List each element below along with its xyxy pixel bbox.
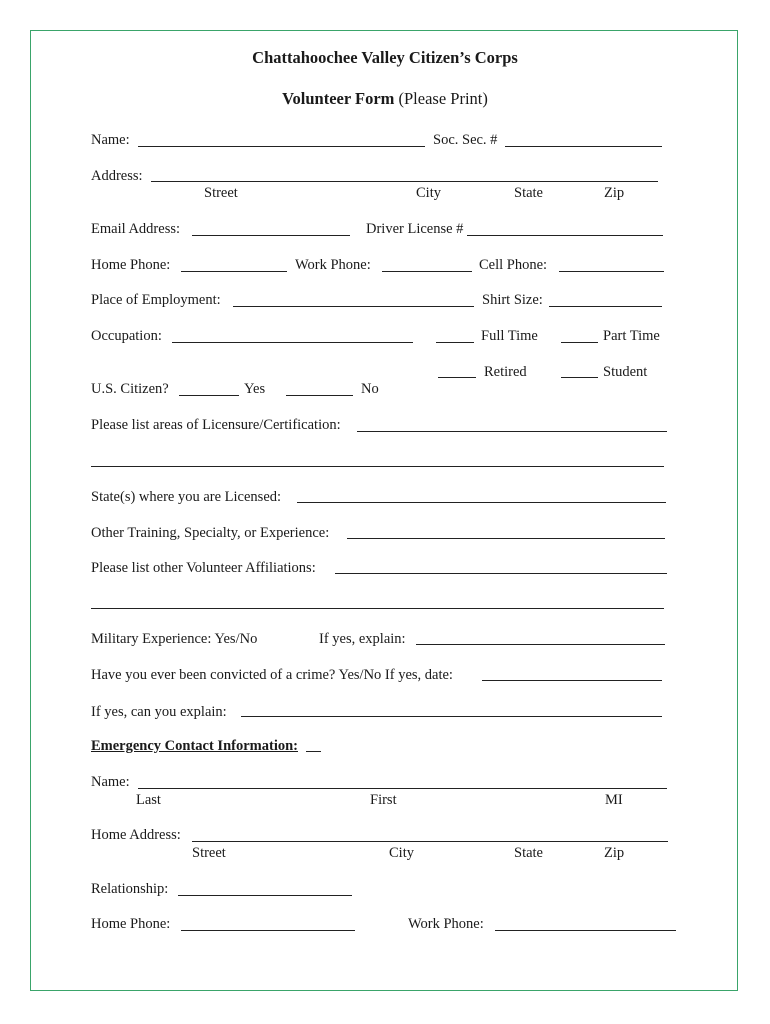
full-time-line [436, 342, 474, 343]
full-time-checkbox[interactable] [436, 328, 474, 342]
home-phone-label: Home Phone: [91, 257, 171, 273]
shirt-size-input[interactable] [549, 292, 662, 306]
licensure-input-2[interactable] [91, 452, 664, 466]
cell-phone-input[interactable] [559, 257, 664, 271]
part-time-checkbox[interactable] [561, 328, 598, 342]
retired-checkbox[interactable] [438, 363, 476, 377]
licensure-line [357, 431, 667, 432]
email-line [192, 235, 350, 236]
emergency-home-phone-line [181, 930, 355, 931]
affiliations-label: Please list other Volunteer Affiliations: [91, 560, 316, 576]
convicted-label: Have you ever been convicted of a crime? Yes/No If yes, date: [91, 667, 453, 683]
name-line [138, 146, 425, 147]
ssn-line [505, 146, 662, 147]
form-title-text: Volunteer Form [282, 89, 395, 108]
address-city-caption: City [416, 185, 441, 201]
citizen-no-label: No [361, 381, 379, 397]
military-label: Military Experience: Yes/No [91, 631, 258, 647]
emergency-zip-caption: Zip [604, 845, 625, 861]
us-citizen-label: U.S. Citizen? [91, 381, 169, 397]
emergency-address-label: Home Address: [91, 827, 181, 843]
part-time-label: Part Time [603, 328, 660, 344]
form-title [0, 91, 770, 108]
emergency-address-input[interactable] [192, 827, 668, 841]
address-state-caption: State [514, 185, 543, 201]
affiliations-input-2[interactable] [91, 594, 664, 608]
affiliations-line-2 [91, 608, 664, 609]
address-street-caption: Street [204, 185, 238, 201]
student-checkbox[interactable] [561, 363, 598, 377]
other-training-label: Other Training, Specialty, or Experience: [91, 525, 330, 541]
citizen-no-line [286, 395, 353, 396]
other-training-line [347, 538, 665, 539]
name-label: Name: [91, 132, 130, 148]
occupation-input[interactable] [172, 328, 413, 342]
ssn-input[interactable] [505, 132, 662, 146]
form-subtitle: (Please Print) [398, 89, 488, 108]
occupation-label: Occupation: [91, 328, 162, 344]
states-licensed-input[interactable] [297, 488, 666, 502]
emergency-work-phone-line [495, 930, 676, 931]
emergency-name-input[interactable] [138, 774, 667, 788]
states-licensed-line [297, 502, 666, 503]
cell-phone-label: Cell Phone: [479, 257, 548, 273]
employment-line [233, 306, 474, 307]
other-training-input[interactable] [347, 524, 665, 538]
email-input[interactable] [192, 221, 350, 235]
ssn-label: Soc. Sec. # [433, 132, 498, 148]
part-time-line [561, 342, 598, 343]
emergency-last-caption: Last [136, 792, 161, 808]
work-phone-label: Work Phone: [295, 257, 371, 273]
emergency-home-phone-input[interactable] [181, 916, 355, 930]
home-phone-input[interactable] [181, 257, 287, 271]
relationship-line [178, 895, 352, 896]
address-zip-caption: Zip [604, 185, 625, 201]
emergency-city-caption: City [389, 845, 414, 861]
student-line [561, 377, 598, 378]
driver-license-input[interactable] [467, 221, 663, 235]
licensure-input[interactable] [357, 417, 667, 431]
work-phone-input[interactable] [382, 257, 472, 271]
citizen-yes-checkbox[interactable] [179, 381, 239, 395]
name-input[interactable] [138, 132, 425, 146]
emergency-street-caption: Street [192, 845, 226, 861]
cell-phone-line [559, 271, 664, 272]
citizen-yes-line [179, 395, 239, 396]
occupation-line [172, 342, 413, 343]
work-phone-line [382, 271, 472, 272]
employment-input[interactable] [233, 292, 474, 306]
shirt-size-line [549, 306, 662, 307]
driver-license-line [467, 235, 663, 236]
employment-label: Place of Employment: [91, 292, 221, 308]
retired-line [438, 377, 476, 378]
states-licensed-label: State(s) where you are Licensed: [91, 489, 282, 505]
emergency-heading-underline [306, 751, 321, 752]
emergency-state-caption: State [514, 845, 543, 861]
shirt-size-label: Shirt Size: [482, 292, 543, 308]
emergency-work-phone-label: Work Phone: [408, 916, 484, 932]
full-time-label: Full Time [481, 328, 538, 344]
driver-license-label: Driver License # [366, 221, 464, 237]
student-label: Student [603, 364, 648, 380]
emergency-address-line [192, 841, 668, 842]
affiliations-input[interactable] [335, 559, 667, 573]
convicted-explain-input[interactable] [241, 702, 662, 716]
address-input[interactable] [151, 167, 658, 181]
emergency-home-phone-label: Home Phone: [91, 916, 171, 932]
relationship-input[interactable] [178, 881, 352, 895]
emergency-mi-caption: MI [605, 792, 623, 808]
org-title: Chattahoochee Valley Citizen’s Corps [252, 48, 518, 67]
licensure-label: Please list areas of Licensure/Certification: [91, 417, 341, 433]
emergency-heading: Emergency Contact Information: [91, 738, 298, 754]
home-phone-line [181, 271, 287, 272]
affiliations-line [335, 573, 667, 574]
emergency-name-label: Name: [91, 774, 130, 790]
convicted-explain-label: If yes, can you explain: [91, 704, 227, 720]
convicted-date-input[interactable] [482, 666, 662, 680]
military-explain-label: If yes, explain: [319, 631, 406, 647]
address-line [151, 181, 658, 182]
retired-label: Retired [484, 364, 527, 380]
relationship-label: Relationship: [91, 881, 169, 897]
military-explain-line [416, 644, 665, 645]
convicted-explain-line [241, 716, 662, 717]
emergency-first-caption: First [370, 792, 397, 808]
emergency-name-line [138, 788, 667, 789]
address-label: Address: [91, 168, 143, 184]
licensure-line-2 [91, 466, 664, 467]
citizen-no-checkbox[interactable] [286, 381, 353, 395]
citizen-yes-label: Yes [244, 381, 266, 397]
military-explain-input[interactable] [416, 630, 665, 644]
convicted-date-line [482, 680, 662, 681]
email-label: Email Address: [91, 221, 181, 237]
emergency-work-phone-input[interactable] [495, 916, 676, 930]
